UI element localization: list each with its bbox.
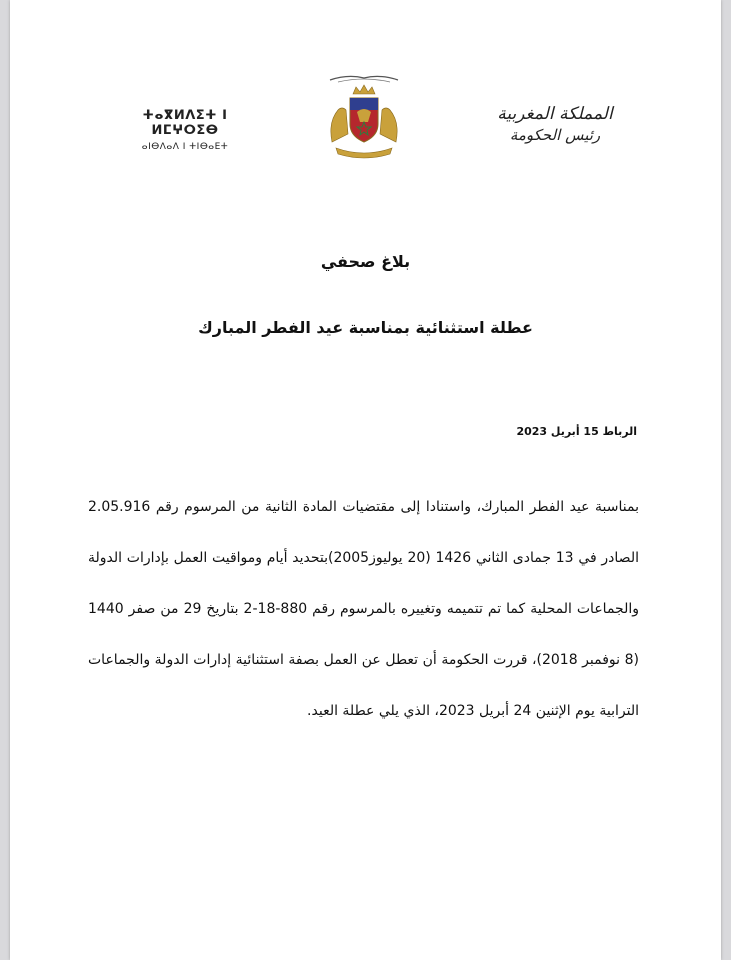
tifinagh-kingdom-name: ⵜⴰⴳⵍⴷⵉⵜ ⵏ ⵍⵎⵖⵔⵉⴱ [142, 108, 228, 138]
coat-of-arms-icon [308, 72, 420, 162]
head-of-government: رئيس الحكومة [509, 126, 601, 144]
dateline: الرباط 15 أبريل 2023 [516, 425, 637, 438]
document-type-heading: بلاغ صحفي [320, 252, 411, 271]
document-page [10, 0, 721, 960]
body-paragraph: بمناسبة عيد الفطر المبارك، واستنادا إلى مقتضيات المادة الثانية من المرسوم رقم 2.05.916 الصادر في 13 جمادى الثاني 1426 (20 يوليوز2005)بتحديد أيام ومواقيت العمل بإدارات الدولة والجماعات المحلية كما تم تتميمه وتغييره بالمرسوم رقم 880-18-2 بتاريخ 29 من صفر 1440 (8 نوفمبر 2018)، قررت الحكومة أن تعطل عن العمل بصفة استثنائية إدارات الدولة والجماعات الترابية يوم الإثنين 24 أبريل 2023، الذي يلي عطلة العيد. [88, 499, 639, 719]
tifinagh-header [110, 108, 260, 152]
kingdom-name: المملكة المغربية [497, 104, 613, 124]
tifinagh-office-name: ⴰⵏⴱⴷⴰⴷ ⵏ ⵜⵏⴱⴰⴹⵜ [141, 142, 229, 152]
document-title: عطلة استثنائية بمناسبة عيد الفطر المبارك [198, 318, 533, 337]
arabic-header [485, 104, 625, 144]
